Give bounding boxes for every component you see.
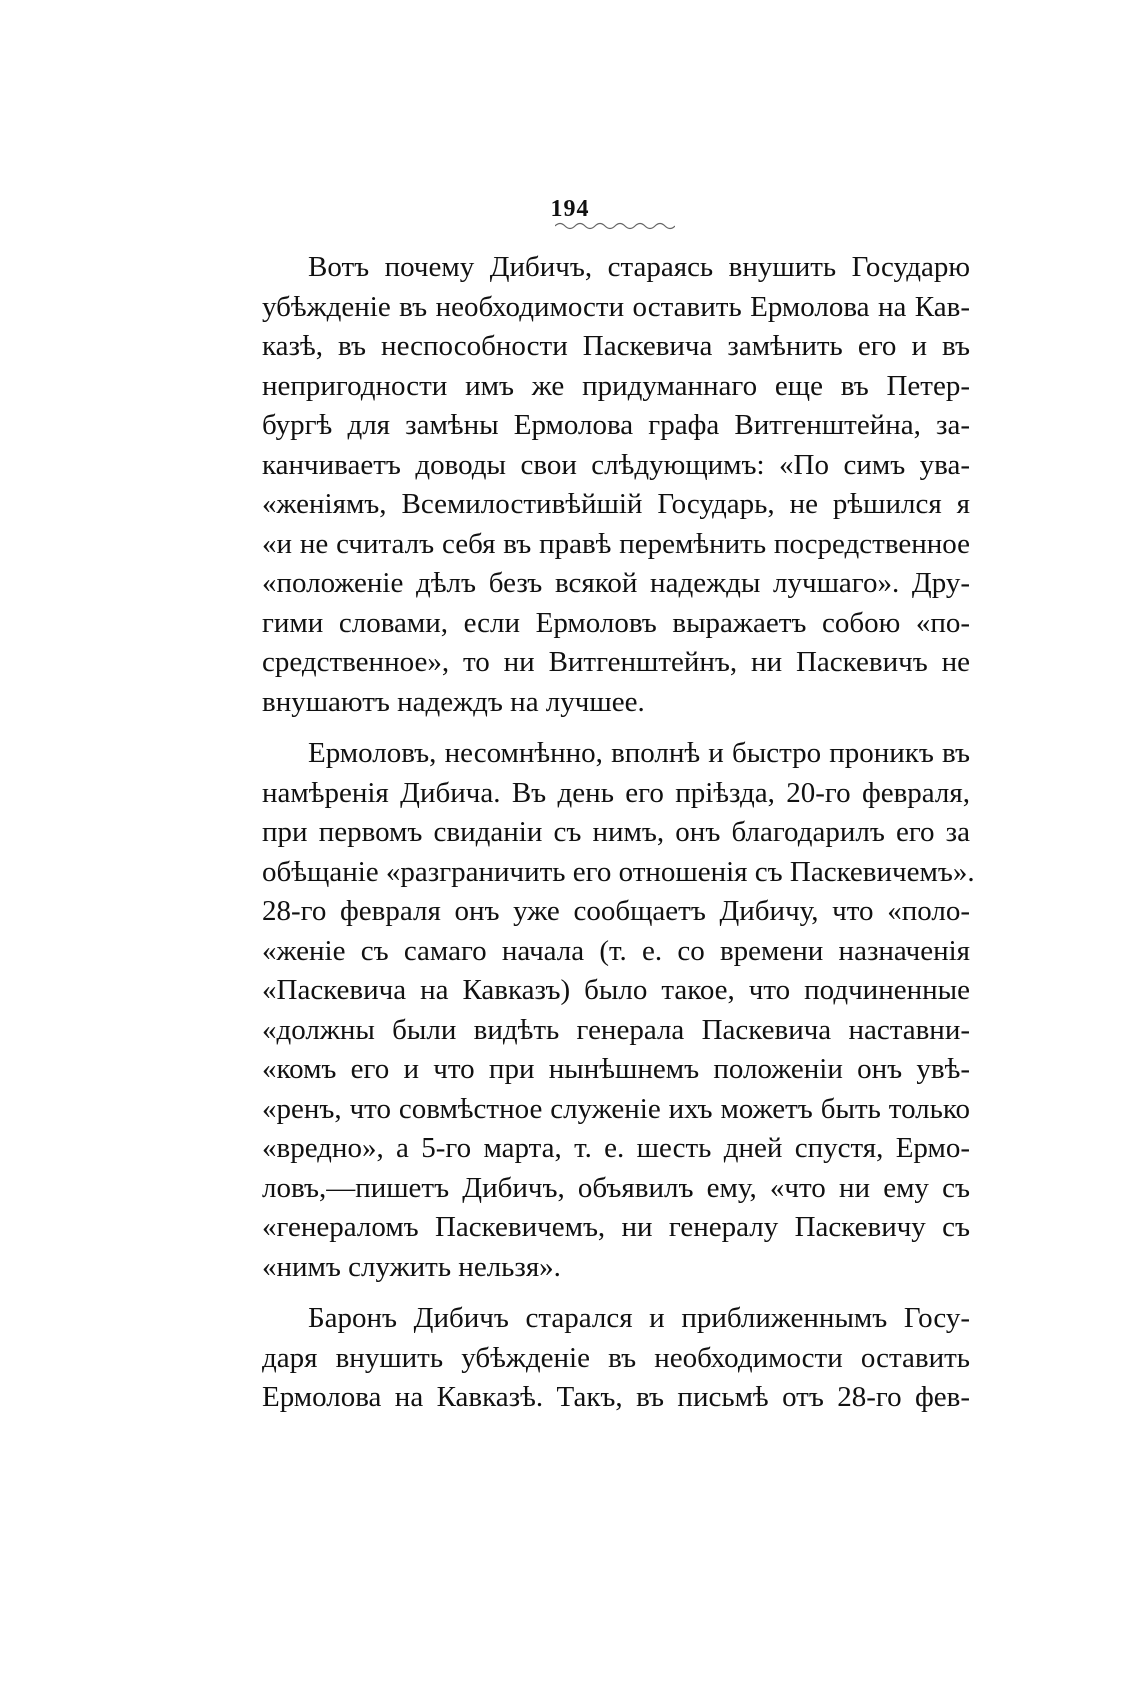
- text-line: «женіе съ самаго начала (т. е. со времени назначенія: [262, 934, 970, 967]
- text-line: даря внушить убѣжденіе въ необходимости оставить: [262, 1341, 970, 1374]
- text-line: обѣщаніе «разграничить его отношенія съ Паскевичемъ».: [262, 855, 975, 888]
- text-line: гими словами, если Ермоловъ выражаетъ собою «по-: [262, 606, 970, 639]
- body-text: [262, 248, 975, 1418]
- text-line: «ренъ, что совмѣстное служеніе ихъ можетъ быть только: [262, 1092, 970, 1125]
- text-line: казѣ, въ неспособности Паскевича замѣнить его и въ: [262, 330, 970, 362]
- page-number-ornament: [555, 220, 675, 230]
- text-line: намѣренія Дибича. Въ день его пріѣзда, 20-го февраля,: [262, 776, 970, 809]
- text-line: Вотъ почему Дибичъ, стараясь внушить Государю: [308, 251, 970, 283]
- text-line: бургѣ для замѣны Ермолова графа Витгенштейна, за-: [262, 409, 970, 441]
- text-line: внушаютъ надеждъ на лучшее.: [262, 685, 645, 718]
- text-line: канчиваетъ доводы свои слѣдующимъ: «По симъ ува-: [262, 448, 970, 481]
- text-line: средственное», то ни Витгенштейнъ, ни Паскевичъ не: [262, 646, 970, 678]
- text-line: Ермоловъ, несомнѣнно, вполнѣ и быстро проникъ въ: [308, 737, 970, 769]
- text-line: Ермолова на Кавказѣ. Такъ, въ письмѣ отъ 28-го фев-: [262, 1381, 970, 1413]
- text-line: убѣжденіе въ необходимости оставить Ермолова на Кав-: [262, 290, 970, 323]
- text-line: «нимъ служить нельзя».: [262, 1250, 561, 1283]
- text-line: Баронъ Дибичъ старался и приближеннымъ Госу-: [308, 1302, 970, 1334]
- text-line: непригодности имъ же придуманнаго еще въ Петер-: [262, 369, 970, 402]
- text-line: при первомъ свиданіи съ нимъ, онъ благодарилъ его за: [262, 816, 970, 848]
- text-line: «положеніе дѣлъ безъ всякой надежды лучшаго». Дру-: [262, 567, 970, 599]
- text-line: «комъ его и что при нынѣшнемъ положеніи онъ увѣ-: [262, 1053, 970, 1085]
- page-number: 194: [550, 196, 590, 222]
- text-line: «женіямъ, Всемилостивѣйшій Государь, не рѣшился я: [262, 488, 970, 520]
- text-line: ловъ,—пишетъ Дибичъ, объявилъ ему, «что ни ему съ: [262, 1171, 970, 1204]
- text-line: 28-го февраля онъ уже сообщаетъ Дибичу, что «поло-: [262, 895, 970, 927]
- text-line: «и не считалъ себя въ правѣ перемѣнить посредственное: [262, 527, 970, 560]
- text-line: «вредно», а 5-го марта, т. е. шесть дней спустя, Ермо-: [262, 1132, 970, 1164]
- text-line: «Паскевича на Кавказъ) было такое, что подчиненные: [262, 974, 970, 1006]
- text-line: «генераломъ Паскевичемъ, ни генералу Паскевичу съ: [262, 1211, 970, 1243]
- text-line: «должны были видѣть генерала Паскевича наставни-: [262, 1013, 970, 1046]
